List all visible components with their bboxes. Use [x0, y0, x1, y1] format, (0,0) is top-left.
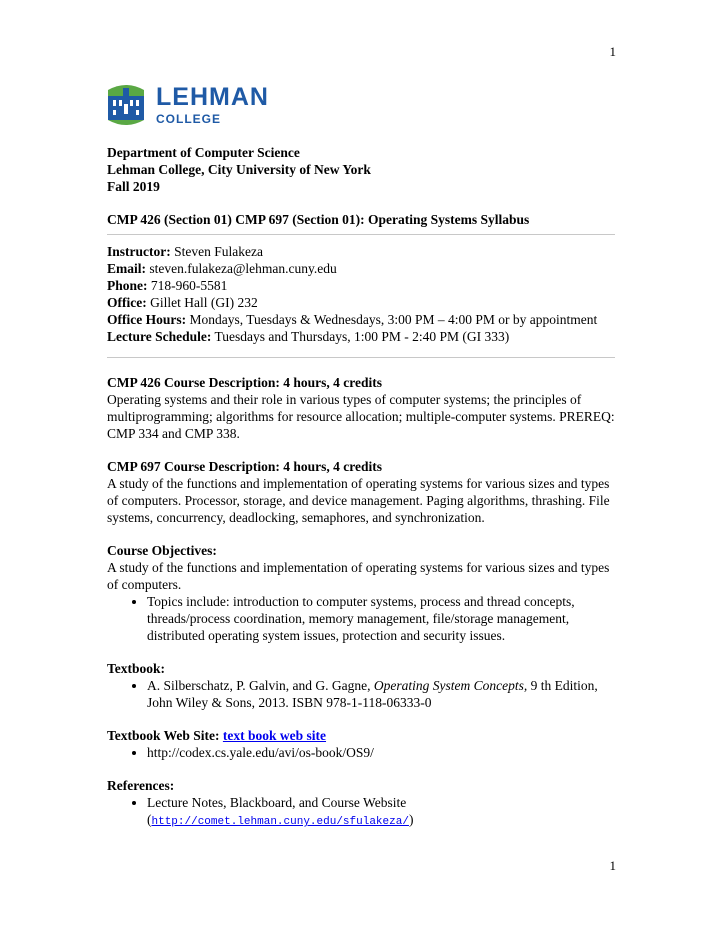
logo-subname: COLLEGE: [156, 112, 222, 126]
cmp426-description: Operating systems and their role in various types of computer systems; the principles of multiprogramming; algorithms for resource allocation; multiple-computer systems. PREREQ: CMP 334 and CMP 338.: [107, 392, 615, 441]
references-heading: References:: [107, 778, 175, 793]
website-row: Textbook Web Site: text book web site: [107, 728, 327, 743]
divider-2: [107, 357, 615, 358]
divider-1: [107, 234, 615, 235]
cmp426-heading: CMP 426 Course Description: 4 hours, 4 credits: [107, 375, 382, 390]
syllabus-content: [107, 144, 615, 831]
course-website-link[interactable]: http://comet.lehman.cuny.edu/sfulakeza/: [151, 816, 409, 828]
lecture-schedule-row: Lecture Schedule: Tuesdays and Thursdays, 1:00 PM - 2:40 PM (GI 333): [107, 329, 510, 344]
department-line: Department of Computer Science: [107, 145, 300, 160]
textbook-website-link[interactable]: text book web site: [222, 728, 327, 743]
college-line: Lehman College, City University of New York: [107, 162, 371, 177]
references-list: [107, 794, 615, 811]
objectives-description: A study of the functions and implementation of operating systems for various sizes and types of computers.: [107, 560, 610, 592]
course-website-row: (http://comet.lehman.cuny.edu/sfulakeza/): [147, 812, 414, 828]
page-number-bottom: 1: [609, 858, 616, 873]
term-line: Fall 2019: [107, 179, 160, 194]
lehman-logo: [104, 82, 269, 128]
objectives-list: [107, 593, 615, 644]
list-item: • http://codex.cs.yale.edu/avi/os-book/OS9/: [147, 744, 615, 761]
cmp697-description: A study of the functions and implementation of operating systems for various sizes and types of computers. Processor, storage, and device management. Paging algorithms, thrashing. File systems, concurrency, deadlocking, semaphores, and synchronization.: [107, 476, 610, 525]
list-item: • Lecture Notes, Blackboard, and Course Website: [147, 794, 615, 811]
lehman-building-icon: [104, 82, 148, 128]
list-item: • Topics include: introduction to computer systems, process and thread concepts, threads/process coordination, memory management, file/storage management, distributed operating system issues, protection and security issues.: [147, 593, 615, 644]
page-number-top: 1: [609, 44, 616, 59]
website-list: [107, 744, 615, 761]
email-value: steven.fulakeza@lehman.cuny.edu: [149, 261, 337, 276]
office-row: Office: Gillet Hall (GI) 232: [107, 295, 258, 310]
course-title: CMP 426 (Section 01) CMP 697 (Section 01): Operating Systems Syllabus: [107, 212, 530, 227]
cmp697-heading: CMP 697 Course Description: 4 hours, 4 credits: [107, 459, 382, 474]
textbook-title: Operating System Concepts,: [373, 678, 528, 693]
office-hours-row: Office Hours: Mondays, Tuesdays & Wednesdays, 3:00 PM – 4:00 PM or by appointment: [107, 312, 598, 327]
textbook-heading: Textbook:: [107, 661, 166, 676]
list-item: • A. Silberschatz, P. Galvin, and G. Gagne, Operating System Concepts, 9 th Edition, John Wiley & Sons, 2013. ISBN 978-1-118-06333-0: [147, 677, 615, 711]
objectives-heading: Course Objectives:: [107, 543, 217, 558]
textbook-list: [107, 677, 615, 711]
phone-row: Phone: 718-960-5581: [107, 278, 228, 293]
email-row: Email: steven.fulakeza@lehman.cuny.edu: [107, 261, 337, 276]
instructor-row: Instructor: Steven Fulakeza: [107, 244, 263, 259]
logo-name: LEHMAN: [156, 83, 269, 111]
